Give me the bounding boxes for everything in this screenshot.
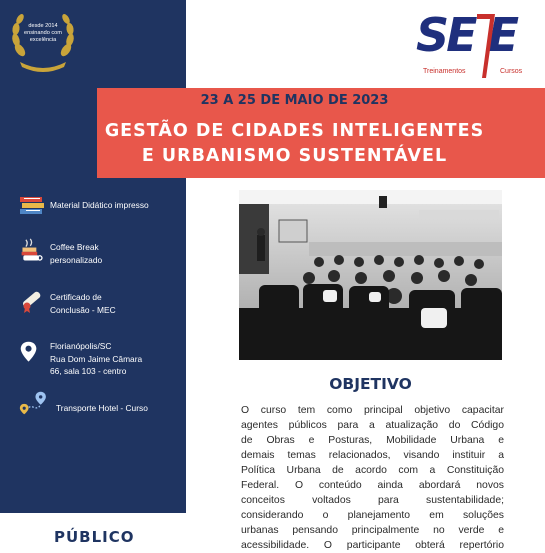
classroom-photo <box>239 190 502 360</box>
sidebar-item-coffee-line-2: personalizado <box>50 254 103 265</box>
objetivo-line-2: agentes públicos para a atualização do Código <box>241 420 504 431</box>
classroom-photo-image <box>239 190 502 360</box>
objetivo-line-10: acessibilidade. O participante obterá repertório <box>241 540 504 551</box>
diploma-icon <box>18 288 46 314</box>
title-banner <box>97 88 545 178</box>
objetivo-heading: OBJETIVO <box>329 375 412 393</box>
location-pin-icon <box>18 340 46 366</box>
objetivo-line-4: demais temas relacionados, visando instituir a <box>241 450 504 461</box>
sidebar-item-endereco-line-2: Rua Dom Jaime Câmara <box>50 353 143 364</box>
sidebar-item-transporte-label: Transporte Hotel - Curso <box>56 403 148 413</box>
coffee-cup-icon <box>18 238 46 264</box>
objetivo-line-1: O curso tem como principal objetivo capacitar <box>241 405 504 416</box>
objetivo-line-6: Federal. O conteúdo ainda abordará novos <box>241 480 504 491</box>
books-icon <box>18 193 46 219</box>
sidebar-item-endereco-line-3: 66, sala 103 - centro <box>50 366 127 376</box>
sidebar-item-coffee-line-1: Coffee Break <box>50 242 99 252</box>
event-dates: 23 A 25 DE MAIO DE 2023 <box>200 93 389 108</box>
badge-line-2: ensinando com <box>24 30 62 36</box>
sidebar-item-certificado-line-1: Certificado de <box>50 292 102 302</box>
logo-text: SE E <box>416 8 516 62</box>
sidebar-item-certificado-line-2: Conclusão - MEC <box>50 304 116 315</box>
badge-line-3: excelência <box>29 37 57 43</box>
objetivo-line-8: considerando o planejamento em soluções <box>241 510 504 521</box>
laurel-badge <box>8 6 78 72</box>
course-title-line-2: E URBANISMO SUSTENTÁVEL <box>141 146 448 166</box>
publico-heading: PÚBLICO <box>54 528 135 546</box>
objetivo-line-5: Política Urbana de acordo com a Constituição <box>241 465 504 476</box>
logo-seven-icon <box>476 6 496 80</box>
logo-sub-cursos: Cursos <box>500 68 523 75</box>
logo-sub-treinamentos: Treinamentos <box>423 68 466 75</box>
objetivo-line-7: conceitos voltados para sustentabilidade; <box>241 495 504 506</box>
course-title <box>97 119 492 169</box>
sidebar-item-material-label: Material Didático impresso <box>50 200 149 210</box>
objetivo-line-9: urbanas pensando principalmente no verde e <box>241 525 504 536</box>
route-icon <box>18 390 46 416</box>
course-title-line-1: GESTÃO DE CIDADES INTELIGENTES <box>104 121 485 141</box>
objetivo-paragraph <box>241 403 504 553</box>
badge-line-1: desde 2014 <box>28 23 58 29</box>
se7e-logo <box>410 4 538 84</box>
objetivo-line-3: de Obras e Posturas, Mobilidade Urbana e <box>241 435 504 446</box>
sidebar-item-endereco-line-1: Florianópolis/SC <box>50 341 112 351</box>
